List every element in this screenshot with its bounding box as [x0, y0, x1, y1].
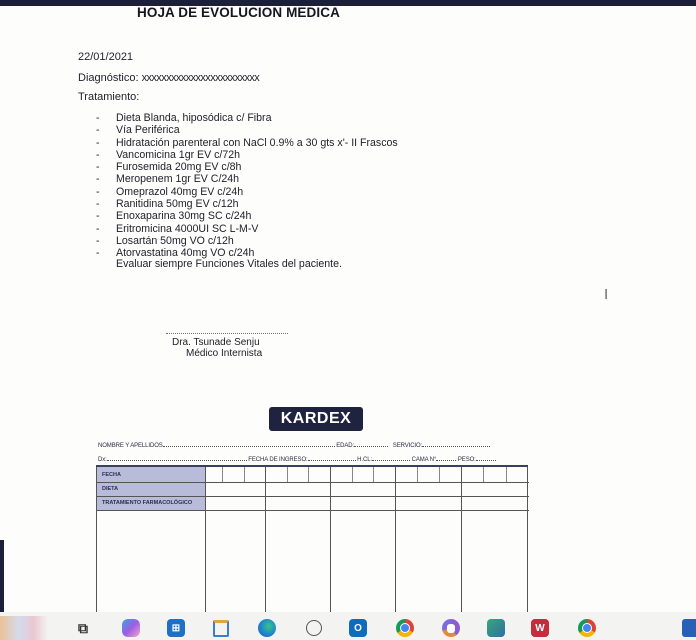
- treatment-item: - Atorvastatina 40mg VO c/24h: [96, 247, 255, 260]
- photos-icon[interactable]: [487, 619, 505, 637]
- treatment-item: - Dieta Blanda, hiposódica c/ Fibra: [96, 112, 272, 124]
- treatment-item: - Furosemida 20mg EV c/8h: [96, 161, 242, 174]
- kardex-admission-line: [98, 455, 496, 463]
- treatment-item: - Meropenem 1gr EV C/24h: [96, 173, 240, 186]
- chrome-profile-icon[interactable]: [578, 619, 596, 637]
- date-cell-rule: [287, 467, 288, 482]
- treatment-item: - Eritromicina 4000UI SC L-M-V: [96, 222, 259, 235]
- date-cell-rule: [417, 467, 418, 482]
- treatment-item: - Ranitidina 50mg EV c/12h: [96, 198, 239, 211]
- service-label: SERVICIO:: [392, 443, 423, 449]
- text-cursor-icon: I: [604, 286, 609, 303]
- age-label: EDAD:: [336, 443, 355, 449]
- signature-line: [166, 333, 288, 334]
- hcl-field: [372, 455, 410, 461]
- treatment-item: - Hidratación parenteral con NaCl 0.9% a 30 gts x'- II Frascos: [96, 136, 398, 149]
- date-cell-rule: [308, 467, 309, 482]
- document-date: 22/01/2021: [78, 51, 134, 63]
- table-column-rule: [461, 467, 462, 613]
- treatment-label: Tratamiento:: [78, 91, 140, 103]
- date-cell-rule: [483, 467, 484, 482]
- table-column-rule: [265, 467, 266, 613]
- page-title: HOJA DE EVOLUCION MEDICA: [137, 5, 340, 20]
- bed-label: CAMA N°: [411, 457, 437, 463]
- diagnosis-label: Diagnóstico:: [78, 72, 139, 84]
- row-label-tratamiento: TRATAMIENTO FARMACOLÓGICO: [97, 496, 205, 510]
- table-rule: [97, 496, 529, 497]
- table-rule: [97, 482, 529, 483]
- treatment-item: - Vía Periférica: [96, 124, 180, 137]
- table-column-rule: [330, 467, 331, 613]
- date-cell-rule: [244, 467, 245, 482]
- table-column-rule: [205, 467, 206, 613]
- weight-label: PESO:: [457, 457, 476, 463]
- vpn-icon[interactable]: [442, 619, 460, 637]
- bed-field: [436, 455, 456, 461]
- kardex-title: KARDEX: [269, 407, 363, 431]
- signer-role: Médico Internista: [186, 348, 263, 359]
- taskbar: [0, 612, 696, 640]
- kardex-patient-line: [98, 441, 490, 449]
- widgets-icon[interactable]: [0, 616, 48, 640]
- diagnosis-line: [78, 72, 259, 84]
- chrome-icon[interactable]: [396, 619, 414, 637]
- name-label: NOMBRE Y APELLIDOS: [98, 443, 163, 449]
- date-cell-rule: [222, 467, 223, 482]
- edge-browser-icon[interactable]: [258, 619, 276, 637]
- admission-date-label: FECHA DE INGRESO:: [248, 457, 308, 463]
- kardex-table: [96, 467, 528, 613]
- task-view-icon[interactable]: ⧉: [78, 619, 88, 636]
- microsoft-store-icon[interactable]: ⊞: [167, 619, 185, 637]
- copilot-icon[interactable]: [122, 619, 140, 637]
- service-field: [422, 441, 490, 447]
- file-explorer-icon[interactable]: [212, 619, 230, 637]
- treatment-item: - Enoxaparina 30mg SC c/24h: [96, 210, 252, 223]
- diagnosis-value: xxxxxxxxxxxxxxxxxxxxxxxx: [141, 72, 260, 84]
- table-rule: [97, 510, 529, 511]
- name-field: [163, 441, 335, 447]
- table-column-rule: [395, 467, 396, 613]
- wps-office-icon[interactable]: W: [531, 619, 549, 637]
- row-label-fecha: FECHA: [97, 467, 205, 482]
- date-cell-rule: [506, 467, 507, 482]
- date-cell-rule: [373, 467, 374, 482]
- dx-field: [107, 455, 247, 461]
- treatment-item: - Omeprazol 40mg EV c/24h: [96, 185, 244, 198]
- signer-name: Dra. Tsunade Senju: [172, 337, 260, 348]
- date-cell-rule: [439, 467, 440, 482]
- treatment-item: - Losartán 50mg VO c/12h: [96, 234, 234, 247]
- weight-field: [476, 455, 496, 461]
- vital-signs-note: Evaluar siempre Funciones Vitales del paciente.: [116, 258, 342, 270]
- row-label-dieta: DIETA: [97, 482, 205, 496]
- overflow-app-icon[interactable]: [682, 619, 696, 637]
- date-cell-rule: [352, 467, 353, 482]
- age-field: [354, 441, 388, 447]
- treatment-item: - Vancomicina 1gr EV c/72h: [96, 148, 241, 161]
- hcl-label: H.CL:: [357, 457, 373, 463]
- dx-label: Dx:: [98, 457, 107, 463]
- admission-date-field: [308, 455, 356, 461]
- outlook-icon[interactable]: O: [349, 619, 367, 637]
- whatsapp-icon[interactable]: [306, 620, 322, 636]
- treatment-list: [96, 112, 398, 260]
